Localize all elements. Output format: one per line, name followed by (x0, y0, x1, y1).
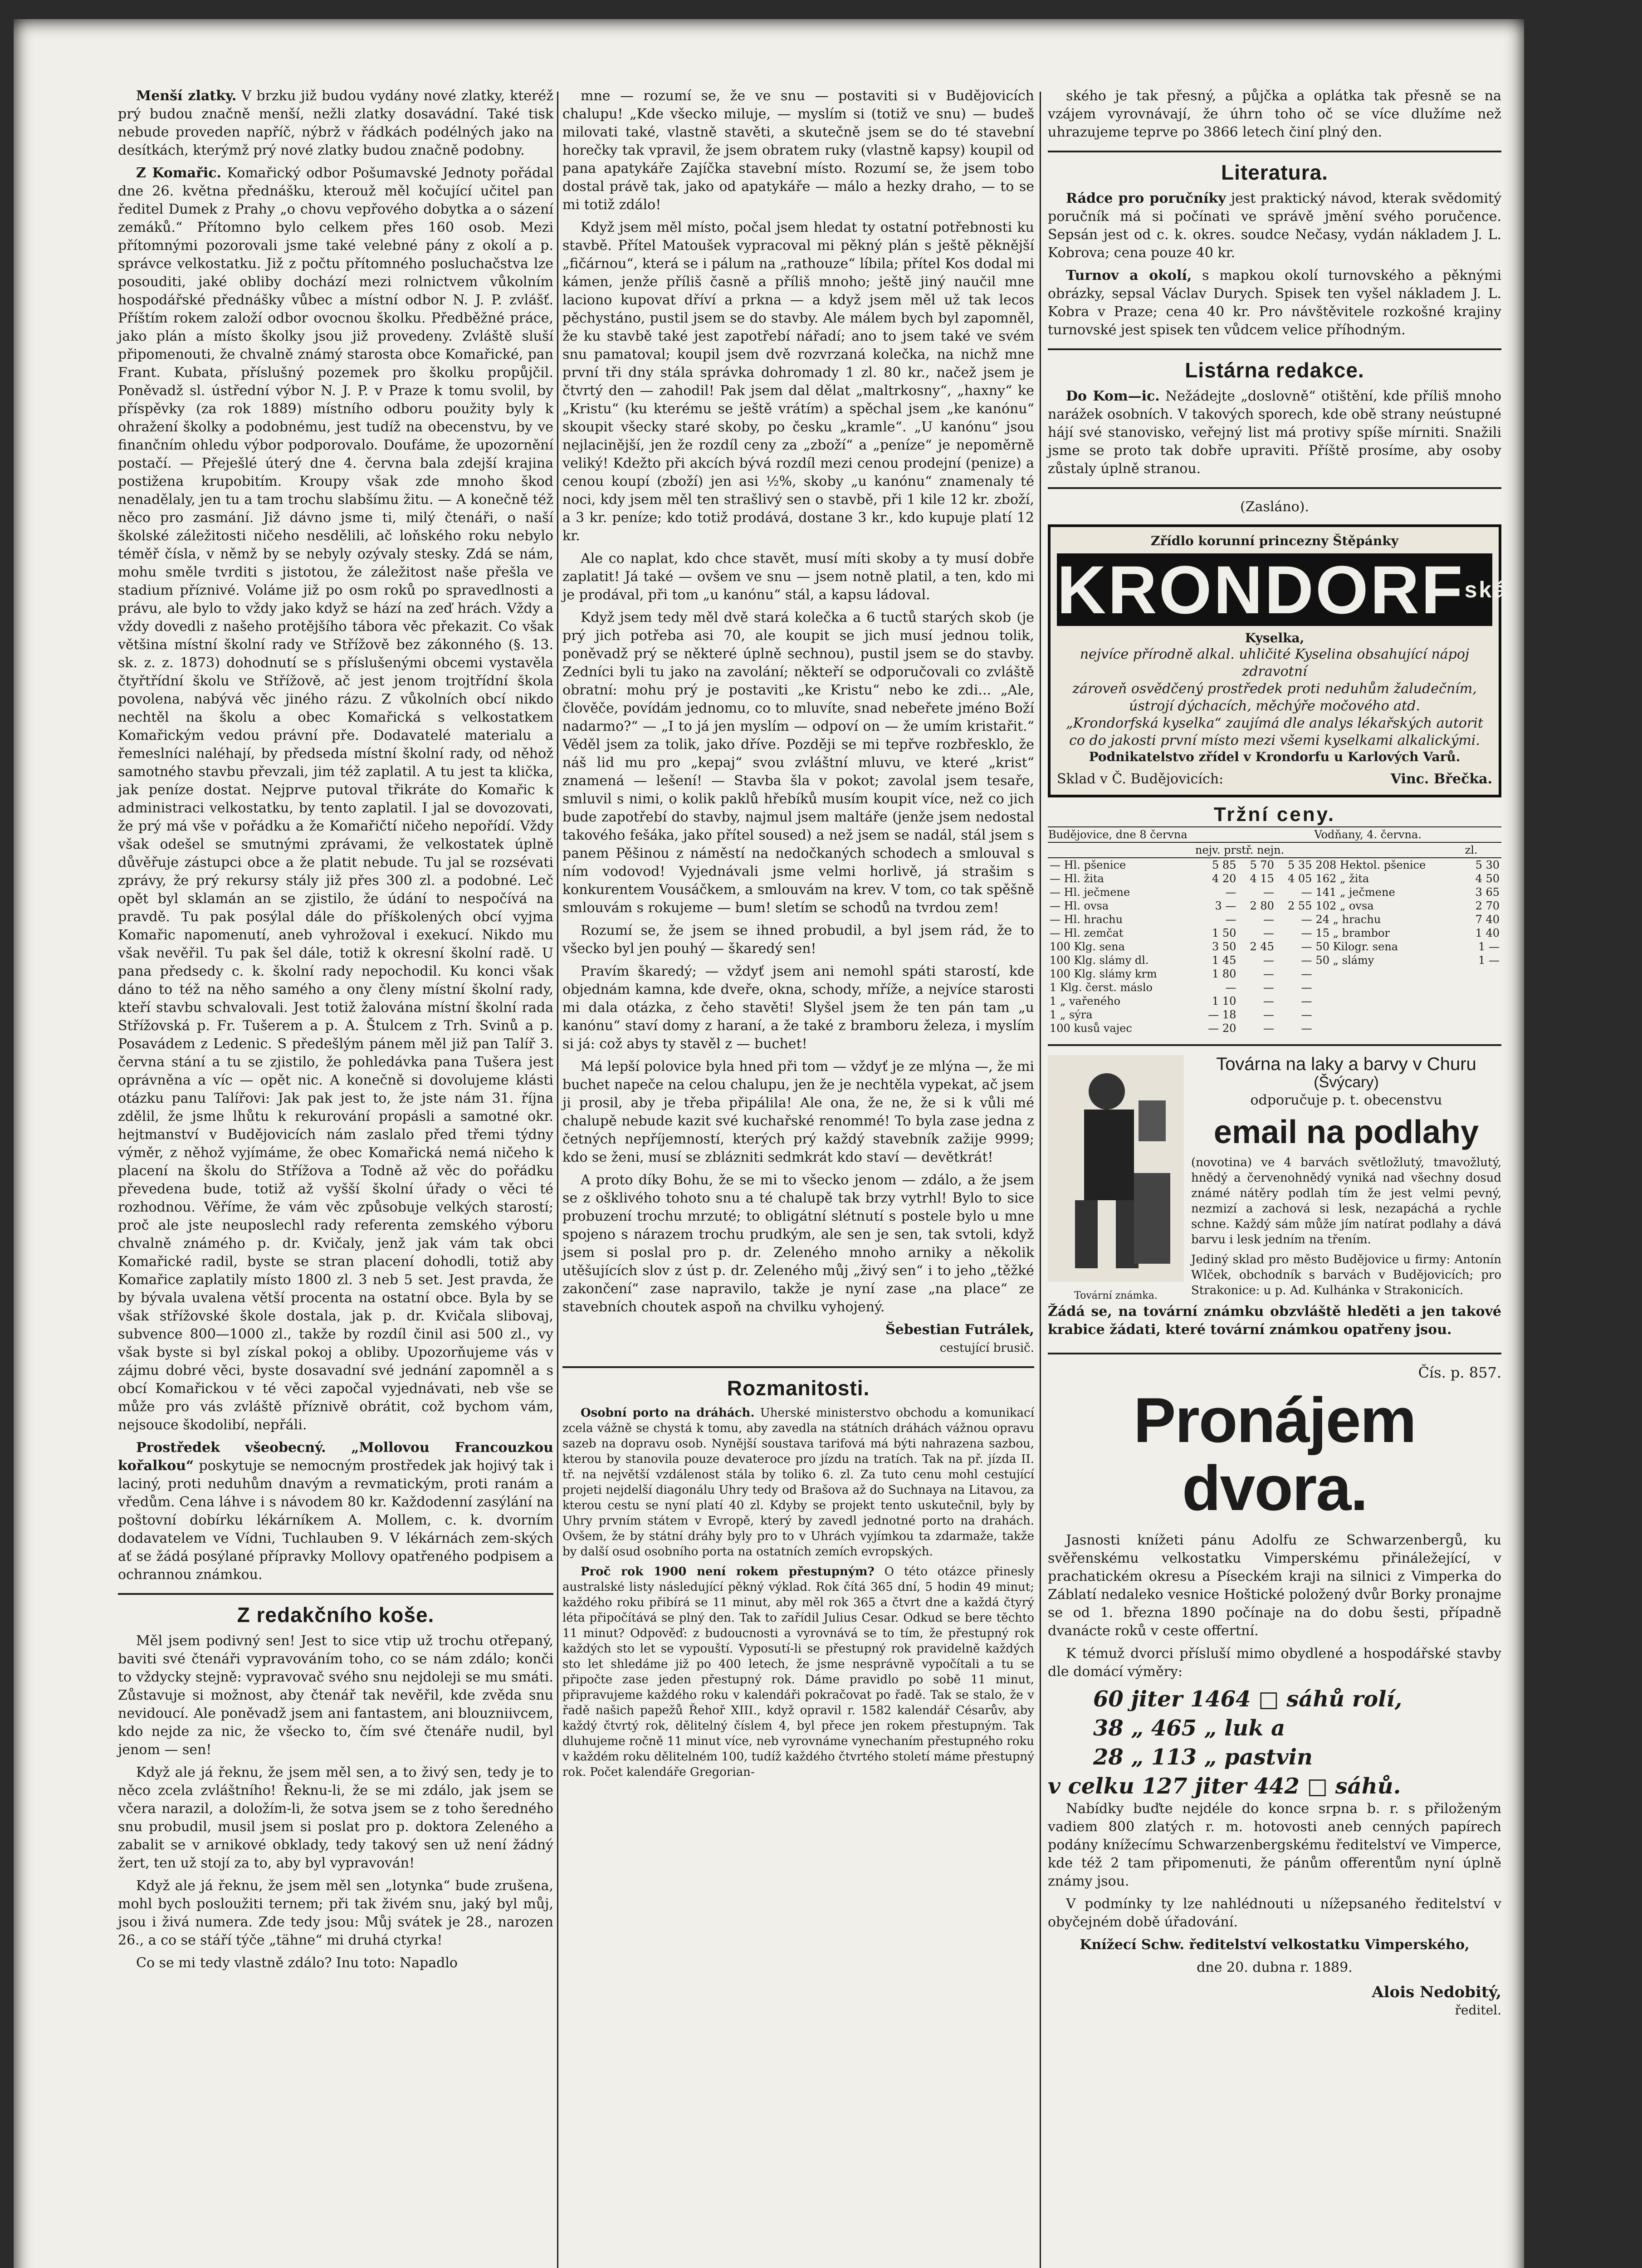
price-cell: 1 45 (1212, 954, 1236, 967)
price-cell: 2 55 (1288, 899, 1312, 912)
price-row (1048, 994, 1501, 1008)
price-cell: 100 Klg. slámy krm (1050, 968, 1157, 980)
price-cell: 1 10 (1212, 995, 1236, 1007)
price-cell: 2 45 (1250, 940, 1274, 953)
price-cell: 5 70 (1250, 859, 1274, 871)
price-cell: — Hl. žita (1050, 872, 1104, 885)
price-cell: — Hl. ječmene (1050, 886, 1130, 899)
price-cell: — (1301, 927, 1312, 939)
price-cell: 3 — (1215, 899, 1236, 912)
price-cell: — (1263, 913, 1274, 926)
acreage-line: 60 jiter 1464 □ sáhů rolí, (1093, 1686, 1403, 1712)
ad-email-stores: Jediný sklad pro město Budějovice u firmy: Antonín Wlček, obchodník s barvách v Budějovicích; pro Strakonice: u p. Ad. Kulhánka v Strakonicích. (1191, 1253, 1501, 1297)
notice-signature-role: ředitel. (1455, 2003, 1501, 2018)
price-cell (1465, 1022, 1501, 1035)
price-row (1048, 913, 1501, 926)
notice-paragraph: K témuž dvorci přísluší mimo obydlené a hospodářské stavby dle domácí výměry: (1048, 1646, 1501, 1680)
story-paragraph: Když jsem měl místo, počal jsem hledat ty ostatní potřebnosti ku stavbě. Přítel Matoušek vypracoval mi pěkný plán s ještě pěknější „fičárnou“, která se i pálum na „rathouze“ líbila; přítel Kos dodal mi kámen, jenže příliš časně a příliš mnoho; ještě jiný naučil mne laciono kupovat dříví a prkna — a když jsem měl už tak lecos pěchystáno, pustil jsem se do stavby. Ale málem bych byl zapomněl, že ku stavbě také jest zapotřebí nářadí; ano to jsem také ve svém snu pamatoval; koupil jsem dvě rozvrzaná kolečka, na nichž mne první tři dny stála správka dohromady 1 zl. 80 kr., načež jsem je čtvrtý den — zahodil! Pak jsem dal dělat „maltrkosny“, „haxny“ ke „Kristu“ (ku kterému se ještě vrátím) a spěchal jsem „ke kanónu“ skoupit všecky staré skoby, po česku „kramle“. „U kanónu“ jsou nejlacinější, jen že rozdíl ceny za „zboží“ a „peníze“ je nepoměrně veliký! Kdežto při akcích bývá rozdíl mezi cenou prodejní (penize) a cenou koupí (zboží) jen asi ½%, skoby „u kanónu“ znamenaly té noci, kdy jsem měl ten strašlivý sen o stavbě, při 1 kile 12 kr. zboží, a 3 kr. peníze; kdo totiž prodává, dostane 3 kr., kdo kupuje platí 12 kr. (562, 220, 1034, 544)
price-cell: 3 50 (1212, 940, 1236, 953)
price-cell: 208 Hektol. pšenice (1315, 859, 1426, 871)
price-cell: 141 „ ječmene (1315, 886, 1395, 899)
price-cell: 1 „ vařeného (1050, 995, 1121, 1007)
story-paragraph: Měl jsem podivný sen! Jest to sice vtip už trochu otřepaný, baviti své čtenáři vypravováním toho, co se nám zdálo; konči to vždycky stejně: vypravovač svého snu nejdoleji se mu smáti. Zůstavuje si možnost, aby čtenář tak nevěřil, kde zvěda snu nevidoucí. Ale poněvadž jsem ani fantastem, ani blouzniivcem, kdo nejde za nic, že všecko to, čím své čtenáře nudil, byl jenom — sen! (118, 1633, 553, 1758)
advert-krondorf (1048, 524, 1508, 797)
article-mensi-zlatky: Menší zlatky. V brzku již budou vydány nové zlatky, kteréž prý budou značně menší, nežli zlatky dosavádní. Také tisk nebude proveden napříč, nýbrž v řádkách podélných jako na desítkách, kterýmž prý nové zlatky budou značně podobny. (118, 88, 553, 158)
price-cell: — (1301, 954, 1312, 967)
price-cell: 50 Kilogr. sena (1315, 940, 1398, 953)
ad-recommend: odporučuje p. t. obecenstvu (1250, 1092, 1442, 1108)
literature-item: Turnov a okolí, s mapkou okolí turnovského a pěknými obrázky, sepsal Václav Durych. Spisek ten vyšel nákladem J. L. Kobra v Praze; cena 40 kr. Pro návštěvitele rozkošné krajiny turnovské jest spisek ten vůdcem velice příhodným. (1048, 268, 1501, 338)
price-cell: — 18 (1208, 1008, 1236, 1021)
newspaper-page (14, 19, 1524, 2268)
editor-reply: Do Kom—ic. Nežádejte „doslovně“ otištění, kde příliš mnoho narážek osobních. V takových sporech, kde obě strany neústupné hájí své stanovisko, veřejný list má protivy spíše mírniti. Snažili jsme se proto tak dobře upraviti. Příště prosíme, aby osoby zůstaly úplně stranou. (1048, 388, 1501, 477)
section-title-rozmanitosti: Rozmanitosti. (727, 1376, 870, 1400)
ad-email-headline: email na podlahy (1213, 1114, 1479, 1150)
ad-headline: Zřídlo korunní princezny Štěpánky (1151, 533, 1398, 548)
divider (1048, 487, 1501, 489)
price-cell: — Hl. ovsa (1050, 899, 1109, 912)
acreage-line: 28 „ 113 „ pastvin (1093, 1745, 1313, 1770)
literature-item: Rádce pro poručníky jest praktický návod, kterak svědomitý poručník má si počínati ve správě jmění svého poručence. Sepsán jest od c. k. okres. soudce Nečasy, vydán nákladem J. L. Kobrova; cena pouze 40 kr. (1048, 191, 1501, 261)
price-cell (1314, 981, 1464, 994)
price-cell (1314, 1008, 1464, 1022)
price-cell: 5 85 (1212, 859, 1236, 871)
price-cell: — Hl. pšenice (1050, 859, 1126, 871)
price-cell: 5 35 (1288, 859, 1312, 871)
price-cell (1314, 967, 1464, 981)
price-cell: 1 40 (1475, 927, 1500, 939)
story-paragraph: Ale co naplat, kdo chce stavět, musí míti skoby a ty musí dobře zaplatit! Já také — ovšem ve snu — jsem notně platil, a ten, kdo mi je prodával, při tom „u kanónu“ stál, a kapsu ládoval. (562, 551, 1034, 603)
prices-header-vodnany: Vodňany, 4. června. (1314, 827, 1501, 842)
ad-text: zároveň osvědčený prostředek proti neduhům žaludečním, ústrojí dýchacích, měchýře močového atd. (1072, 681, 1477, 714)
article-rok-1900: Proč rok 1900 není rokem přestupným? O této otázce přinesly australské listy následující pěkný výklad. Rok čítá 365 dní, 5 hodin 49 minut; každého roku přibírá se 11 minut, aby měl rok 365 a čtvrt dne a každá čtyrý léta připočítává se plný den. Tak to zařídil Julius Cesar. Odkud se bere těchto 11 minut? Odpověď: z budoucnosti a vyrovnává se to tím, že přestupný rok každých sto let se vypouští. Vyposutí-li se přestupný rok pravidelně každých sto let shledáme již po 400 letech, že jsme nesprávně vypočítali a tu se připočte zase jeden přestupný rok. Dáme pravidlo po sobě 11 minut, připravujeme každého roku v kalendáři pokračovat po řadě. Tak se stalo, že v řadě našich papežů Řehoř XIII., když opravil r. 1582 kalendář Césarův, aby každý čtvrtý rok, dělitelný číslem 4, byl přece jen rokem přestupným. Tak dluhujeme ročně 11 minut více, neb vyrovnáme vynechaním přestupného roku v každém roku dělitelném 100, tudíž každého čtvrtého století máme přestupný rok. Počet kalendáře Gregorian- (562, 1565, 1034, 1779)
divider (1048, 151, 1501, 152)
article-z-komaric: Z Komařic. Komařický odbor Pošumavské Jednoty pořádal dne 26. května přednášku, kterouž měl kočující učitel pan ředitel Dumek z Prahy „o chovu vepřového dobytka a o sázení zemáků.“ Přítomno bylo celkem přes 160 osob. Mezi přítomnými pozorovali jsme také velebné pány z okolí a p. správce velkostatku. Již z počtu přítomného posluchačstva lze posouditi, jaké obliby dochází mezi rolnictvem vůkolním hospodářské přednášky vůbec a místní odbor N. J. P. zvlášť. Příštím rokem založí odbor ovocnou školku. Předběžné práce, jako plán a místo školky jsou již provedeny. Zvláště sluší připomenouti, že chvalně známý starosta obce Komařické, pan Frant. Kubata, příslušný pozemek pro školku propůjčil. Poněvadž sl. ústřední výbor N. J. P. v Praze k tomu svolil, by příspěvky (za rok 1889) místního odboru použity byly k ohražení školky a podobnému, jest tudíž na obecenstvu, by ve finančním ohledu výbor podporovalo. Doufáme, že upozornění postačí. — Přeješlé úterý dne 4. června bala zdejší krajina postižena krupobitím. Kroupy však zde mnoho škod nenadělaly, jen tu a tam trochu slabšímu žitu. — A konečně též něco pro zasmání. Již dávno jsme ti, milý čtenáři, o naší školské záležitosti ničeho nesdělili, ač loňského roku nebylo téměř čísla, v němž by se nebyly ozývaly stesky. Zdá se nám, mohu směle tvrditi s jistotou, že záležitost naše přešla ve stadium příznivé. Voláme již po osm roků po spravedlnosti a právu, ale bylo to vždy jako když se hází na zeď hrách. Vždy a vždy dovedli z našeho protějšího tábora věc překazit. Co však většina místní školní rady ve Střížově bez zákonného (§. 13. sk. z. z. 1873) dohodnutí se s příslušenými obcemi vystavěla čtyřtřídní školu ve Střížově, ač jest jenom trojtřídní škola povolena, nabývá věc jiného rázu. Z vůkolních obcí nikdo nechtěl na školu a obec Komařická s velkostatkem Komařickým vedou právní pře. Dodavatelé materialu a řemeslníci naléhají, by předseda místní školní rady, od něhož samotného stavbu převzali, jim též zaplatil. A tu jest ta klička, jak peníze dostat. Nejprve putoval třikráte do Komařic k administraci velkostatku, by tento zaplatil. I jal se dovozovati, že prý má vše v pořádku a že Komařičtí ničeho nepořídí. Vždy však odešel se smutnými zprávami, že velkostatek úplně důvěřuje zástupci obce a že platit nebude. Tu jal se rozsévati zprávy, že prý rekursy stály již přes 300 zl. a podobné. Leč opět byl sklamán an se zjistilo, že údání to nespočívá na pravdě. Tu pak posýlal dále do příškolených obcí vyjma Komařic napomenutí, aneb vyhrožoval i exekucí. Nikdo mu však nevěřil. Tu pak šel dále, totiž k okresní školní radě. U pana předsedy c. k. školní rady nepochodil. Ku konci však dáno to též na něho samého a ony členy místní školní rady, kteří stavbu schvalovali. Jest totiž žalována místní školní rada Střížovská p. Fr. Tušerem a p. A. Štulcem z Trh. Svinů a p. Posavádem z Ledenic. S předešlým pánem měl již pan Talíř 3. června stání a tu se zjistilo, že pohledávka pana Tušera jest oprávněna a víc — opět nic. A konečně si dovolujeme klásti otázku panu Talířovi: Jak pak jest to, že jste nám 31. října zdělil, že jsme lhůtu k rekurování propásli a samotné okr. hejtmanství v Budějovicích nám zaslalo před třemi týdny výměr, z něhož vyjímáme, že obec Komařická nemá ničeho k placení na školu do Střížova a Todně až věc do pořádku převedena bude, totiž až vyšší školní úřady o věci té rozhodnou. Věříme, že vám věc způsobuje velkých starostí; proč ale jste neuposlechl rady referenta zemského výboru chvalně známého p. dr. Kvičaly, jenž jak vám tak obci Komařické radil, byste se stran placení dohodli, totiž aby Komařice zaplatily místo 1800 zl. 3 neb 5 set. Jest pravda, že by bývala uvalena větší procenta na ostatní obce. Byla by se však střížovské škole dostala, jak p. dr. Kvičala slibovaj, subvence 800—1000 zl., takže by rozdíl činil asi 500 zl., vy však byste si byl získal pokoj a obliby. Upozorňujeme vás v zájmu dobré věci, byste dosavadní své jednání zapomněl a s obcí Komařickou v té věci započal vyjednávati, neb vše se může pro vás zvláště příznivě obrátit, což bychom vám, nejsouce škodolibí, nepřáli. (118, 165, 553, 1433)
notice-number: Čís. p. 857. (1418, 1364, 1501, 1381)
acreage-total: v celku 127 jiter 442 □ sáhů. (1048, 1774, 1401, 1799)
ad-email-warning: Žádá se, na tovární známku obzvláště hleděti a jen takové krabice žádati, které tovární známkou opatřeny jsou. (1048, 1304, 1501, 1338)
price-cell: 100 kusů vajec (1050, 1022, 1132, 1035)
price-cell: — (1225, 886, 1236, 899)
price-cell (1314, 1022, 1464, 1035)
story-paragraph: mne — rozumí se, že ve snu — postaviti si v Budějovicích chalupu! „Kde všecko miluje, — myslím si (totiž ve snu) — budeš milovati také, vlastně stavěti, a skutečně jsem se do té stavební horečky tak vpravil, že jsem obratem ruky (vlastně kapsy) koupil od pana apatykáře Zajíčka stavební místo. Rozumí se, že jsem tobo dostal právě tak, jako od apatykáře — málo a hezky draho, — to se mi totiž zdálo! (562, 88, 1034, 213)
story-signature: Šebestian Futrálek, (885, 1322, 1034, 1338)
price-cell: — (1301, 1022, 1312, 1035)
price-cell: — (1263, 995, 1274, 1007)
price-cell: — (1301, 886, 1312, 899)
story-paragraph: ského je tak přesný, a půjčka a oplátka tak přesně se na vzájem vyrovnávají, že úhrn toho oč se více dlužíme než uhrazujeme teprve po 3866 letech činí plný den. (1048, 88, 1501, 140)
price-cell: — (1301, 981, 1312, 994)
price-cell (1465, 1008, 1501, 1022)
notice-date: dne 20. dubna r. 1889. (1197, 1960, 1353, 1975)
prices-title: Tržní ceny. (1213, 803, 1336, 826)
price-cell: 3 65 (1475, 886, 1500, 899)
price-cell: 4 50 (1475, 872, 1500, 885)
price-cell: 162 „ žita (1315, 872, 1369, 885)
price-row (1048, 940, 1501, 953)
factory-mascot-illustration (1048, 1055, 1184, 1301)
price-cell: — (1301, 1008, 1312, 1021)
story-signature-role: cestující brusič. (939, 1341, 1034, 1355)
price-cell: 1 80 (1212, 968, 1236, 980)
price-cell: 50 „ slámy (1315, 954, 1374, 967)
price-cell: 7 40 (1475, 913, 1500, 926)
divider (1048, 348, 1501, 350)
price-row (1048, 953, 1501, 967)
price-cell: — Hl. zemčat (1050, 927, 1124, 939)
column-2 (562, 87, 1034, 1784)
story-paragraph: Pravím škaredý; — vždyť jsem ani nemohl spáti starostí, kde objednám kamna, kde dveře, okna, schody, mříže, a nejvíce starosti mi dala otázka, z čeho stavěti! Slyšel jsem že ten pán tam „u kanónu“ staví domy z haraní, a že také z bramboru železa, i myslím si já: což abys ty stavěl z — buchet! (562, 963, 1034, 1052)
price-cell: 5 30 (1475, 859, 1500, 871)
price-cell: — (1301, 968, 1312, 980)
notice-office: Knížecí Schw. ředitelství velkostatku Vimperského, (1080, 1937, 1470, 1953)
column-1 (118, 87, 553, 1977)
price-row (1048, 981, 1501, 994)
painter-figure-icon (1048, 1055, 1184, 1282)
ad-email-text: (novotina) ve 4 barvách světložlutý, tmavožlutý, hnědý a červenohnědý vyniká nad všechny dosud známé nátěry podlah tím že jest velmi pevný, nezmizí a zachová si lesk, nezapáchá a rychle schne. Každý sám může jím natírat podlahy a dává barvu i lesk jedním na třením. (1191, 1156, 1501, 1246)
price-row (1048, 1022, 1501, 1035)
column-rule (1040, 92, 1041, 2268)
ad-mark-label: Tovární známka. (1074, 1290, 1158, 1301)
story-paragraph: Když ale já řeknu, že jsem měl sen, a to živý sen, tedy je to něco zcela zvláštního! Řeknu-li, že se mi zdálo, jak jsem se včera narazil, a doložím-li, že sotva jsem se z toho šeredného snu probudil, musil jsem si poslat pro p. doktora Zeleného a zabalit se v arnikové obklady, tedy takový sen už není žádný žert, ten už stojí za to, aby byl vypravován! (118, 1765, 553, 1871)
price-cell: — (1263, 981, 1274, 994)
price-cell: 100 Klg. sena (1050, 940, 1125, 953)
market-prices-table: Budějovice, dne 8 června Vodňany, 4. června. nejv. prstř. nejn. zl. — Hl. pšenice 5 85 5 70 5 35 208 Hektol. pšenice 5 30 — Hl. žita 4 20 4 15 4 05 162 „ žita 4 50 — Hl. ječmene — — — 141 „ ječmene 3 65 — Hl. ovsa 3 — 2 80 2 55 102 „ ovsa 2 70 — Hl. hrachu — — — 24 „ hrachu 7 40 — Hl. zemčat 1 50 — — 15 „ brambor 1 40 100 Klg. sena 3 50 2 45 — 50 Kilogr. sena 1 — 100 Klg. slámy dl. 1 45 — — 50 „ slámy 1 — 100 Klg. slámy krm 1 80 — — 1 Klg. čerst. máslo — — — 1 „ vařeného 1 10 — — 1 „ sýra — 18 — — 100 kusů vajec — 20 — — (1048, 826, 1501, 1035)
ad-factory-title: Továrna na laky a barvy v Churu (1216, 1055, 1476, 1074)
divider (1048, 1353, 1501, 1354)
price-row (1048, 899, 1501, 913)
price-cell: 1 — (1478, 940, 1500, 953)
price-cell: 2 70 (1475, 899, 1500, 912)
price-row (1048, 885, 1501, 899)
column-3 (1048, 87, 1508, 2019)
story-paragraph: Co se mi tedy vlastně zdálo? Inu toto: Napadlo (136, 1955, 458, 1971)
price-cell: 1 — (1478, 954, 1500, 967)
section-title-listarna: Listárna redakce. (1185, 358, 1364, 382)
notice-signature: Alois Nedobitý, (1372, 1983, 1501, 2001)
ad-text: „Krondorfská kyselka“ zaujímá dle analys lékařských autorit co do jakosti první místo mezi všemi kyselkami alkalickými. (1066, 715, 1483, 748)
price-cell: — (1225, 913, 1236, 926)
ad-store: Sklad v Č. Budějovicích: Vinc. Břečka. (1057, 771, 1492, 787)
price-cell: 2 80 (1250, 899, 1274, 912)
notice-headline: Pronájem dvora. (1134, 1384, 1416, 1524)
price-cell: — (1301, 940, 1312, 953)
divider (118, 1593, 553, 1595)
ad-country: (Švýcary) (1314, 1074, 1379, 1091)
story-paragraph: A proto díky Bohu, že se mi to všecko jenom — zdálo, a že jsem se z ošklivého tohoto snu a té chalupě tak brzy vytrhl! Bylo to sice probuzení trochu mrzuté; to obligátní slétnutí s postele bylo u mne spojeno s nárazem trochu prudkým, ale sen je sen, tak svtoli, když jsem si poslal pro p. dr. Zeleného mnoho arniky a několik utěšujících slov z úst p. dr. Zeleného můj „živý sen“ i to jeho „těžké zakončení“ zase napravilo, takže je nyní zase „na place“ ze stavebních choutek aspoň na chvilku vyhojený. (562, 1172, 1034, 1315)
story-paragraph: Má lepší polovice byla hned při tom — vždyť je ze mlýna —, že mi buchet napeče na celou chalupu, jen že je nechtěla vypekat, ač jsem ji prosil, aby je třeba připálila! Ale ona, že ne, že si k vůli mé chalupě nebude kazit své kuchařské renommé! To byla zase jedna z četných nepříjemností, kterých prý každý stavebník zažije 9999; kdo se ženi, musí se zblázniti sedmkrát kdo staví — devětkrát! (562, 1059, 1034, 1165)
zaslano-label: (Zasláno). (1240, 499, 1309, 515)
prices-subheader: nejv. prstř. nejn. (1195, 842, 1314, 858)
price-row (1048, 858, 1501, 872)
price-cell: 15 „ brambor (1315, 927, 1390, 939)
notice-paragraph: Nabídky buďte nejdéle do konce srpna b. r. s přiloženým vadiem 800 zlatých r. m. hotovosti aneb cenných papírech podány knížecímu Schwarzenbergskému ředitelství ve Vimperce, kde též 2 tam připomenuti, že pánům offerentům nyní úplně známy jsou. (1048, 1801, 1501, 1889)
price-cell: 100 Klg. slámy dl. (1050, 954, 1149, 967)
price-cell: 4 20 (1212, 872, 1236, 885)
prices-body (1048, 858, 1501, 1035)
price-cell: — (1301, 913, 1312, 926)
notice-paragraph: V podmínky ty lze nahlédnouti u nížepsaného ředitelství v obyčejném době úřadování. (1048, 1896, 1501, 1930)
ad-text: nejvíce přírodně alkal. uhličité Kyselina obsahující nápoj zdravotní (1080, 646, 1470, 679)
advert-mollova-koralka: Prostředek všeobecný. „Mollovou Francouzkou kořalkou“ poskytuje se nemocným prostředek jak hojivý tak i laciný, proti neduhům dnavým a revmatickým, proti ranám a vředům. Cena láhve i s návodem 80 kr. Každodenní zasýlání na poštovní dobírku lékárníkem A. Mollem, c. k. dvorním dodavatelem ve Vídni, Tuchlauben 9. V lékárnách zem-ských ať se žádá posýlané přípravky Mollovy opatřeného podpisem a ochrannou známkou. (118, 1440, 553, 1583)
price-cell (1465, 994, 1501, 1008)
section-title-literatura: Literatura. (1221, 161, 1328, 184)
price-cell: — (1225, 981, 1236, 994)
story-paragraph: Když jsem tedy měl dvě stará kolečka a 6 tuctů starých skob (je prý jich potřeba asi 70, ale koupit se jich musí jednou tolik, poněvadž prý se některé úplně sechnou), pustil jsem se do stavby. Zedníci byli tu jako na zavolání; někteří se odporučovali co zvláště obratní: mohu prý je postaviti „ke Kristu“ nebo ke zdi... „Ale, člověče, povídám jednomu, co to mluvíte, snad nebeřete jméno Boží nadarmo?“ — „I to já jen myslím — odpoví on — že umím kristařit.“ Věděl jsem za tolik, jako dříve. Později se mi tepřve rozbřesklo, že náš lid mu pro „kepaj“ svou zvláštní mluvu, ve které „krist“ znamená — lešení! — Stavba šla v pokot; zavolal jsem tesaře, smluvil s nimi, o kolik paklů hřebíků musím koupit více, než co jich bude zapotřebí do stavby, najmul jsem maltáře (jenže jsem nedostal takového fešáka, jako přítel soused) a než jsem se nadál, stál jsem s panem Pěšinou z náměstí na nedočkaných schodech a smlouval s ním vodovod! Vyjednávali jsme velmi horlivě, já strašim s konkurentem Vousáčkem, a smlouvám na krev. V tom, co tak spěšně smlouvám s rokujeme — bum! sletím se schodů na tvrdou zem! (562, 610, 1034, 916)
prices-header-budejovice: Budějovice, dne 8 června (1048, 827, 1314, 842)
section-title-kose: Z redakčního koše. (237, 1603, 435, 1627)
price-cell: 1 50 (1212, 927, 1236, 939)
price-cell: 24 „ hrachu (1315, 913, 1381, 926)
price-cell: — (1263, 1008, 1274, 1021)
price-cell: — (1263, 886, 1274, 899)
price-cell: 1 Klg. čerst. máslo (1050, 981, 1153, 994)
price-row (1048, 872, 1501, 885)
price-cell: — Hl. hrachu (1050, 913, 1123, 926)
price-row (1048, 967, 1501, 981)
ad-producer: Podnikatelstvo zřídel v Krondorfu u Karlových Varů. (1089, 749, 1461, 764)
price-cell: 4 05 (1288, 872, 1312, 885)
price-row (1048, 926, 1501, 940)
acreage-line: 38 „ 465 „ luk a (1093, 1716, 1285, 1741)
price-cell: — (1263, 968, 1274, 980)
price-cell: — (1301, 995, 1312, 1007)
article-osobni-porto: Osobní porto na dráhách. Uherské ministerstvo obchodu a komunikací zcela vážně se chystá k tomu, aby zavedla na státních dráhách vážnou opravu sazeb na dopravu osob. Nynější soustava tarifová má býti nahrazena sazbou, kterou by stanovila pouze devateroce pro jízdu na tratích. Tak na př. jízda II. tř. na největší vzdálenost stála by toliko 6. zl. Za tuto cenu mohl cestující projeti nejdelší diagonálu Uhry tedy od Brašova až do Suchnaya na Litavou, za kterou cestu se nyní platí 40 zl. Kdyby se projekt tento uskutečnil, byly by Uhry prvním státem v Evropě, který by zavedl jednotné porto na drahách. Ovšem, že by státní dráhy byly pro to v Uhrách vyjímkou ta zdarmaže, takže by další osud osobního porta na ostatních zemích evropských. (562, 1406, 1035, 1559)
price-cell (1465, 981, 1501, 994)
price-row (1048, 1008, 1501, 1022)
price-cell (1465, 967, 1501, 981)
price-cell: — (1263, 1022, 1274, 1035)
price-cell: 4 15 (1250, 872, 1274, 885)
advert-email (1048, 1055, 1501, 1344)
price-cell: 102 „ ovsa (1315, 899, 1374, 912)
divider (562, 1366, 1034, 1368)
price-cell: — (1263, 927, 1274, 939)
notice-paragraph: Jasnosti knížeti pánu Adolfu ze Schwarzenbergů, ku svěřenskému velkostatku Vimperskému přináležející, v prachatickém okresu a Píseckém kraji na silnici z Vimperka do Záblatí nedaleko vesnice Hoštické položený dvůr Borky pronajme se od 1. března 1890 počínaje na do dobu šesti, případně dvanácte roků v ceste offertní. (1048, 1532, 1501, 1639)
divider (1048, 1044, 1501, 1046)
column-rule (557, 92, 558, 2268)
price-cell: — 20 (1208, 1022, 1236, 1035)
story-paragraph: Když ale já řeknu, že jsem měl sen „lotynka“ bude zrušena, mohl bych posloužiti ternem; při tak živém snu, jaký byl můj, jsou i živá numera. Zde tedy jsou: Můj svátek je 28., narozen 26., a co se stáří týče „tähne“ mi druhá ctyrka! (118, 1878, 553, 1948)
price-cell: 1 „ sýra (1050, 1008, 1093, 1021)
ad-subtitle: Kyselka, (1245, 631, 1305, 645)
price-cell: — (1263, 954, 1274, 967)
story-paragraph: Rozumí se, že jsem se ihned probudil, a byl jsem rád, že to všecko byl jen pouhý — škaredý sen! (562, 923, 1034, 957)
price-cell (1314, 994, 1464, 1008)
ad-brand-logo: $KRONDORF^{ská}$ (1057, 552, 1508, 628)
